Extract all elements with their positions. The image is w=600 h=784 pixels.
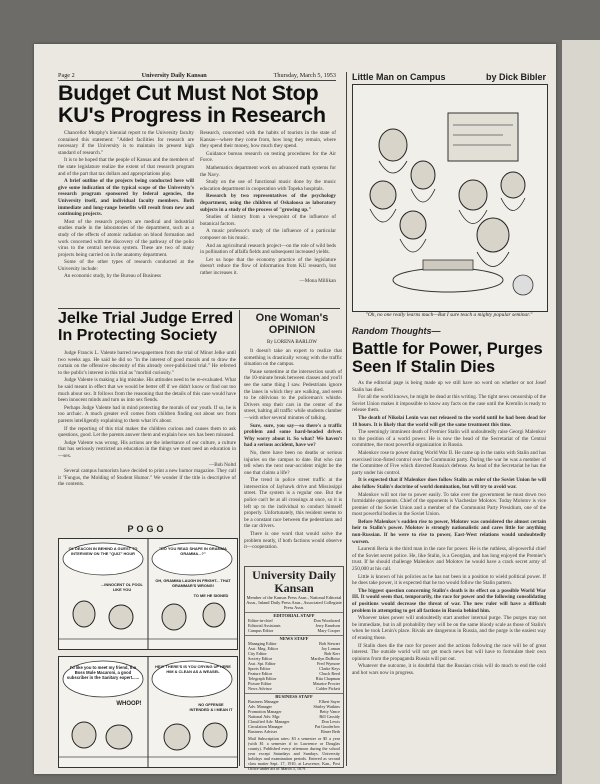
paragraph: Malenkov rose to power during World War II. He came up in the ranks with Stalin and has exercised iron-fisted control over the Communist party. During the war he was a member of the Committee of Five which directed Russia's defense. As head of the Secretariat he has the party under his control. bbox=[352, 449, 546, 476]
staff-role: Managing Editor bbox=[248, 641, 277, 646]
staff-name: Pat Gooderlow bbox=[314, 724, 340, 729]
divider bbox=[239, 310, 240, 766]
paragraph: Judge Valente is making a big mistake. His attitudes need to be re-evaluated. What he said meant in effect that we would be better off if we didn't know or find out too much about sex. It follows from the reasoning that the details of this case would have been innocent minds and turn us into sex fiends. bbox=[58, 377, 236, 404]
pogo-balloon: TO ME HE SIGNED bbox=[193, 593, 229, 598]
paragraph: Let us hope that the economy practice of the legislature doesn't reduce the flow of information from KU research, but rather increases it. bbox=[200, 256, 336, 276]
paragraph: It is expected that if Malenkov does follow Stalin as ruler of the Soviet Union he will also follow Stalin's doctrine of world domination, but will try to avoid war. bbox=[352, 477, 546, 490]
adjacent-page-edge bbox=[562, 40, 600, 784]
pogo-balloon: WHOOP! bbox=[116, 701, 142, 707]
staff-role: Business Adviser bbox=[248, 729, 277, 734]
staff-role: Editor-in-chief bbox=[248, 618, 273, 623]
paragraph: Study on the use of functional music done by the music education department in cooperation with Topeka hospitals. bbox=[200, 179, 336, 192]
stalin-headline: Battle for Power, Purges Seen If Stalin Dies bbox=[352, 340, 543, 376]
paragraph: The trend in police street traffic at the intersection of Jayhawk drive and Mississippi street. The system is a regular one. But the police can't be at all crossings at once, so it is left up to the individual to conduct himself properly. Unfortunately, this resident seems to be a constant race between the pedestrians and the car drivers. bbox=[244, 477, 342, 530]
paragraph: Malenkov will not rise to power easily. To take over the government he must down two formidable opponents. Chief of the opponents is Viacheslav Molotov. Today Molotov is vice premier of the Soviet Union and a member of the Communist Party Presidium, one of the most powerful bodies in the Soviet Union. bbox=[352, 491, 546, 518]
staff-name: Joy Loman bbox=[321, 646, 340, 651]
paragraph: If the reporting of this trial makes the children curious and causes them to ask questions, good. Let the parents answer them and explain how sex has been misused. bbox=[58, 425, 236, 439]
divider bbox=[346, 72, 347, 766]
staff-name: Clarke Keys bbox=[319, 666, 340, 671]
staff-name: Marilyn DuBoise bbox=[310, 656, 340, 661]
paragraph: Little is known of his policies as he has not been in a position to wield political power. If he does take power, it is expected that he too would follow the Stalin pattern. bbox=[352, 573, 546, 587]
staff-name: Mary Cooper bbox=[317, 628, 340, 633]
staff-name: Bob Kerr bbox=[324, 651, 340, 656]
paragraph: For all the world knows, he might be dead at this writing. The tight news censorship of the Soviet Union makes it impossible to know any facts on the case until the Kremlin is ready to release them. bbox=[352, 394, 546, 414]
masthead-section-title: EDITORIAL STAFF bbox=[245, 612, 343, 618]
staff-role: Circulation Manager bbox=[248, 724, 283, 729]
stalin-story bbox=[352, 380, 546, 766]
pogo-balloon: I'd like you to meet my friend, the Boss Mule Macaroni, a good subscriber in the Sanitary expert...... bbox=[66, 665, 140, 680]
cartoon-title: Little Man on Campus bbox=[352, 72, 446, 82]
jelke-story bbox=[58, 350, 236, 518]
newspaper-page bbox=[34, 44, 556, 774]
cartoon-drawing bbox=[353, 85, 547, 311]
opinion-story bbox=[244, 348, 342, 560]
staff-name: Calder Pickett bbox=[316, 686, 340, 691]
paragraph: Several campus humorists have decided to print a new humor magazine. They call it "Fungus, the Molding of Student Humor." We wonder if the title is descriptive of the contents. bbox=[58, 468, 236, 488]
staff-name: Shirley Watkins bbox=[313, 704, 340, 709]
masthead-title: University Daily Kansan bbox=[252, 568, 336, 595]
staff-name: Elmer Beth bbox=[320, 729, 340, 734]
lead-headline: Budget Cut Must Not Stop KU's Progress in Research bbox=[58, 81, 326, 127]
pogo-strip-1 bbox=[58, 538, 238, 650]
staff-role: Classified Adv. Manager bbox=[248, 719, 290, 724]
paragraph: Most of the research projects are medical and industrial studies made in the laboratories of the department, such as a study of the effects of atomic radiation on blood formation and work concerned with the discovery of the pathway of the polio virus to the central nervous system. These are two of many projects being carried on in the anatomy department. bbox=[58, 218, 194, 258]
paragraph: Perhaps Judge Valente had in mind protecting the morals of our youth. If so, he is too archaic. A much greater evil comes from children finding out about sex from parents intelligently explaining to them what it's about. bbox=[58, 404, 236, 424]
staff-role: Asst. Mng. Editor bbox=[248, 646, 279, 651]
opinion-headline: One Woman's OPINION bbox=[255, 312, 329, 336]
staff-role: Telegraph Editor bbox=[248, 676, 277, 681]
issue-date: Thursday, March 5, 1953 bbox=[273, 72, 336, 79]
paragraph: Sure, sure, you say—so there's a traffic problem and some hard-headed driver. Why worry about it. So what? We haven't had a serious accident, have we? bbox=[244, 422, 342, 449]
paragraph: The death of Nikolai Lenin was not released to the world until he had been dead for 18 hours. It is likely that the world will get the same treatment this time. bbox=[352, 414, 546, 428]
staff-role: Sports Editor bbox=[248, 666, 271, 671]
cartoon-header bbox=[352, 72, 546, 82]
staff-name: Don Woodward bbox=[313, 618, 340, 623]
masthead-membership: Member of the Kansas Press Assn., National Editorial Assn., Inland Daily Press Assn., Associated Collegiate Press Assn. bbox=[246, 595, 342, 610]
pogo-balloon: HEY! THERE'S IS YOU CRYING UP HERE HIM & CLEAN AS A WEASEL bbox=[155, 664, 231, 674]
staff-role: National Adv. Mgr. bbox=[248, 714, 281, 719]
pogo-title: POGO bbox=[127, 524, 167, 534]
paragraph: And an agricultural research project—on the role of wild beds in pollination of alfalfa fields and subsequent increased yields. bbox=[200, 242, 336, 256]
paragraph: An economic study, by the Bureau of Business bbox=[64, 273, 162, 280]
paragraph: It doesn't take an expert to realize that something is drastically wrong with the traffic situation on the campus. bbox=[244, 348, 342, 368]
random-thoughts-kicker: Random Thoughts— bbox=[352, 326, 441, 336]
pogo-balloon: OL DEACON IN BEHIND A GUEST TO INTERVIEW ON THE "QUIZ" HOUR bbox=[68, 546, 138, 556]
staff-name: Chuck Reed bbox=[319, 671, 340, 676]
staff-name: Maurice Procter bbox=[312, 681, 340, 686]
paragraph: Research by two representatives of the psychology department, using the children of Oskaloosa as laboratory subjects in a study of the process of "growing up." bbox=[200, 193, 336, 213]
paragraph: Laurenti Beria is the third man in the race for power. He is the ruthless, all-powerful chief of the Soviet secret police. He, like Stalin, is a Georgian, and has long enjoyed the Premier's trust. If he should challenge Malenkov and Molotov he would have a crack secret army of 250,000 at his call. bbox=[352, 546, 546, 573]
folio-line bbox=[58, 72, 336, 81]
lead-story-col2 bbox=[200, 130, 336, 308]
staff-role: Adv. Manager bbox=[248, 704, 272, 709]
staff-name: Elbert Sayre bbox=[319, 699, 340, 704]
paragraph: Before Malenkov's sudden rise to power, Molotov was considered the almost certain heir to Stalin's power. Molotov is strongly nationalistic and cares little for anything non-Russian. If he were to rise to power, East-West relations would undoubtedly worsen. bbox=[352, 518, 546, 545]
opinion-byline: By LORENA BARLOW bbox=[267, 340, 317, 345]
cartoon-artist: by Dick Bibler bbox=[485, 72, 546, 82]
staff-name: Don Lewis bbox=[321, 719, 340, 724]
paragraph: It is to be hoped that the people of Kansas and the members of the state legislature realize the extent of that research program and of the part that tax dollars and appropriations play. bbox=[58, 157, 194, 177]
paragraph: Some of the other types of research conducted at the University include: bbox=[58, 259, 194, 272]
staff-name: Jerry Knudson bbox=[315, 623, 340, 628]
page-number: Page 2 bbox=[58, 72, 75, 79]
paragraph: A music professor's study of the influence of a particular composer on his music. bbox=[200, 228, 336, 241]
paragraph: Studies of history from a viewpoint of the influence of botanical factors. bbox=[200, 214, 336, 227]
staff-name: Betty Vance bbox=[319, 709, 340, 714]
paper-name: University Daily Kansan bbox=[141, 72, 207, 79]
paragraph: Judge Valente was wrong. His actions are the inheritance of our culture, a culture that has seriously restricted an education in the things we most need an education in—sex. bbox=[58, 439, 236, 459]
staff-role: News Advisor bbox=[248, 686, 272, 691]
masthead-box bbox=[244, 566, 344, 771]
staff-role: Society Editor bbox=[248, 656, 273, 661]
paragraph: Mathematics department work on advanced math systems for the Navy. bbox=[200, 164, 336, 178]
paragraph: If Stalin does die the race for power and the actions following the race will be of great interest. The outside world will not get much news but will have to formulate their own opinions from the propaganda Russia will put out. bbox=[352, 642, 546, 662]
staff-role: Promotion Manager bbox=[248, 709, 282, 714]
subscription-note: Mail Subscription rates: $3 a semester or $5 a year (with $1 a semester if in Lawrence or Douglas county). Published every afternoon during the school year except Saturdays and Sundays. University holidays and examination periods. Entered as second class matter Sept. 17, 1910, at Lawrence, Kan., Post Office under act of March 3, 1879. bbox=[248, 736, 340, 771]
pogo-balloon: ...INNOCENT OL FOOL LIKE YOU bbox=[101, 582, 143, 592]
staff-role: Campus Editor bbox=[248, 628, 274, 633]
cartoon-illustration bbox=[352, 84, 548, 312]
jelke-byline: —Bob Noltd bbox=[209, 461, 236, 468]
pogo-balloon: NO OFFENSE INTENDED & I MEAN IT bbox=[189, 702, 233, 712]
masthead-section-title: BUSINESS STAFF bbox=[245, 693, 343, 699]
staff-name: Fred Wymore bbox=[316, 661, 340, 666]
staff-role: Picture Editor bbox=[248, 681, 272, 686]
paragraph: Research, concerned with the habits of tourists in the state of Kansas—where they come from, how long they remain, where they spend their money, how much they spend. bbox=[200, 130, 336, 150]
pogo-balloon: OH, GRAMMA LAUGH IN FRIGHT... THAT GRAMMAR'S WRONG! bbox=[155, 578, 231, 588]
paragraph: No, there have been no deaths or serious injuries on the campus to date. But who can tell when the next near-accident might be the one that claims a life? bbox=[244, 449, 342, 476]
staff-role: Business Manager bbox=[248, 699, 279, 704]
staff-role: City Editor bbox=[248, 651, 267, 656]
pogo-strip-2 bbox=[58, 656, 238, 768]
paragraph: There is one word that would solve the problem neatly, if both factions would observe it—cooperation. bbox=[244, 531, 342, 551]
staff-name: Bob Stewart bbox=[319, 641, 340, 646]
staff-role: Asst. Spt. Editor bbox=[248, 661, 276, 666]
masthead-section-title: NEWS STAFF bbox=[245, 635, 343, 641]
paragraph: A brief outline of the projects being conducted here will give some indication of the typical scope of the University's research program sponsored by federal agencies, the University itself, and individual faculty members. Both immediate and long-range benefits will result from new and continuing projects. bbox=[58, 178, 194, 218]
jelke-headline: Jelke Trial Judge Erred In Protecting Society bbox=[58, 310, 234, 344]
cartoon-caption: "Oh, no one really learns much—But I sure teach a mighty popular seminar." bbox=[365, 312, 533, 318]
staff-row bbox=[245, 628, 343, 633]
lead-story-col1 bbox=[58, 130, 194, 308]
paragraph: Whoever takes power will undoubtedly start another internal purge. The purges may not be immediate, but in all probability they will be on the same bloody scale as those of Stalin's when he took Lenin's place. Rivals are dangerous in Russia, and the purge is the easiest way of erasing those. bbox=[352, 615, 546, 641]
paragraph: As the editorial page is being made up we still have no word on whether or not Josef Stalin has died. bbox=[352, 380, 546, 393]
staff-role: Feature Editor bbox=[248, 671, 273, 676]
divider bbox=[58, 308, 340, 309]
staff-name: Rita Chapman bbox=[315, 676, 340, 681]
lead-byline: —Mona Millikan bbox=[299, 278, 336, 285]
staff-row bbox=[245, 686, 343, 691]
paragraph: Judge Francis L. Valente barred newspapermen from the trial of Minot Jelke until two weeks ago. He said he did so "in the interest of good morals and to draw the curtain on the offensive obscenity of this already over-publicized trial." He referred to the public's interest in this trial as "morbid curiosity." bbox=[58, 350, 236, 376]
paragraph: Chancellor Murphy's biennial report to the University faculty contained this statement: "Added facilities for research are necessary if the University is to maintain its present high standard of research." bbox=[58, 130, 194, 156]
paragraph: The seemingly imminent death of Premier Stalin will undoubtedly raise Georgi Malenkov to the position of a world power. He is now the head of the Secretariat of the Central committee, the most powerful organization in Russia. bbox=[352, 429, 546, 449]
staff-role: Editorial Assistants bbox=[248, 623, 281, 628]
paragraph: Pause sometime at the intersection south of the 10-minute break between classes and you'll see the same thing I saw. Pedestrians ignore the lanes in which they are walking, and seem to be oblivious to the policeman's whistle. Drivers stop their cars in the center of the street, halting all traffic while students clamber—with other several minutes of talking. bbox=[244, 368, 342, 421]
paragraph: Guidance bureau research on testing procedures for the Air Force. bbox=[200, 150, 336, 164]
paragraph: Whatever the outcome, it is doubtful that the Russian crisis will do much to end the cold and hot wars now in progress. bbox=[352, 663, 546, 676]
paragraph: The biggest question concerning Stalin's death is its effect on a possible World War III. It would seem that, temporarily, the race for power and the following consolidating of positions would decrease the threat of war. The new ruler will have a difficult problem in attempting to get all factions in Russia behind him. bbox=[352, 587, 546, 614]
staff-name: Bill Cassidy bbox=[319, 714, 340, 719]
pogo-balloon: "DO YOU READ SHAPE IN GRAMMA GRAMMA...?" bbox=[159, 546, 227, 556]
